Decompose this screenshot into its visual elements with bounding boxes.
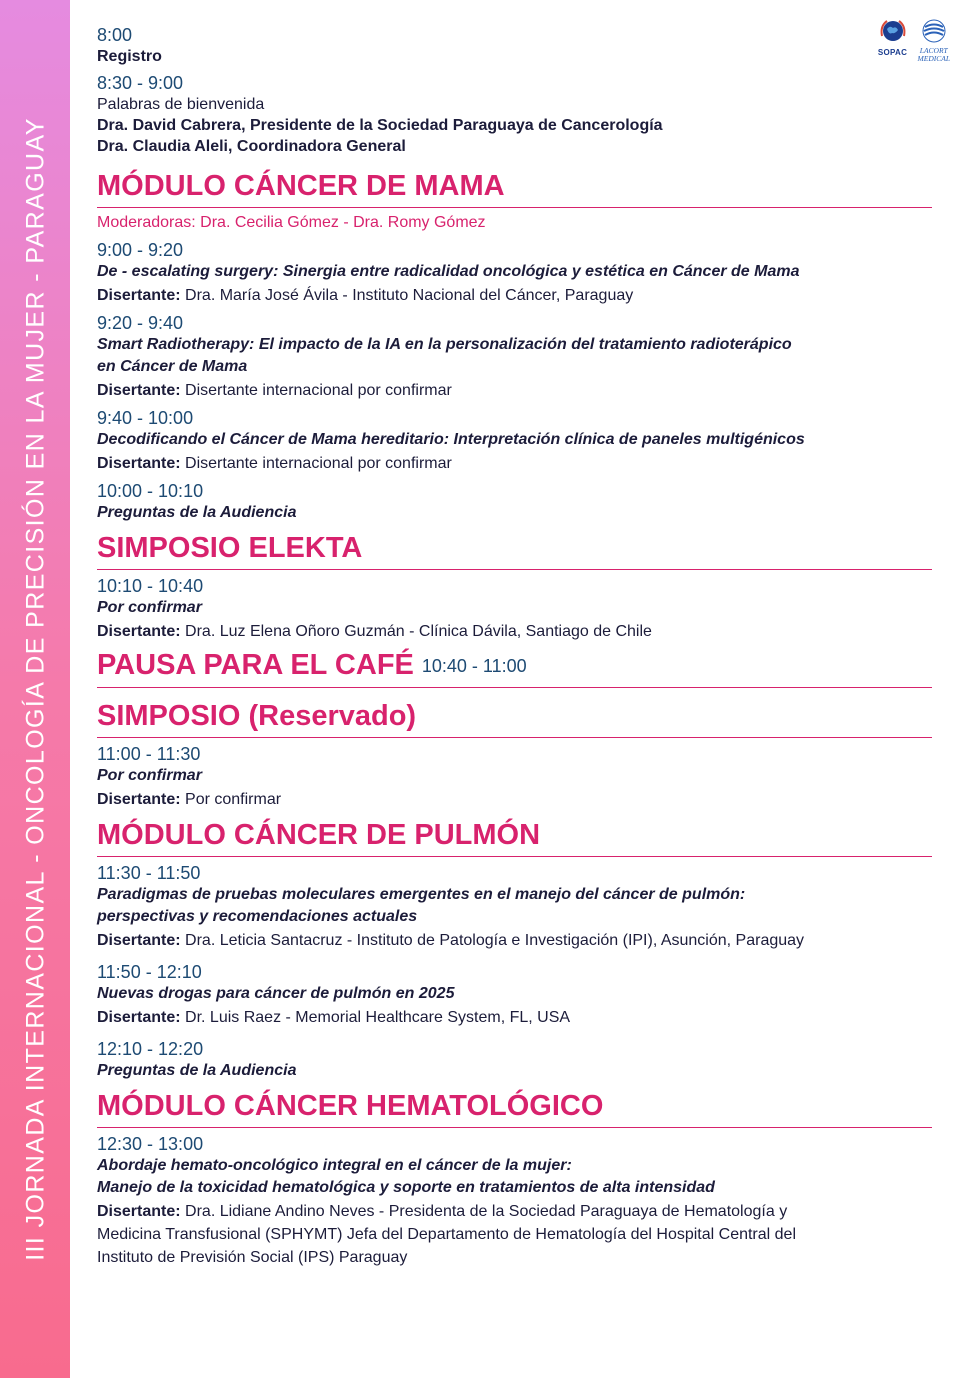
speaker-label: Disertante:	[97, 287, 181, 304]
session-time: 9:20 - 9:40	[97, 313, 184, 333]
talk-title: Paradigmas de pruebas moleculares emergentes en el manejo del cáncer de pulmón: perspectivas y recomendaciones actuales	[97, 886, 746, 925]
module-heading-pausa	[97, 647, 932, 688]
talk-title: Smart Radiotherapy: El impacto de la IA en la personalización del tratamiento radioterápico en Cáncer de Mama	[97, 336, 792, 375]
event-title-vertical: III JORNADA INTERNACIONAL - ONCOLOGÍA DE PRECISIÓN EN LA MUJER - PARAGUAY	[21, 117, 50, 1261]
session-time: 9:40 - 10:00	[97, 408, 194, 428]
moderators-line: Moderadoras: Dra. Cecilia Gómez - Dra. Romy Gómez	[97, 214, 486, 231]
talk-title: Preguntas de la Audiencia	[97, 504, 297, 521]
session-time: 11:00 - 11:30	[97, 744, 201, 764]
module-heading-mama: MÓDULO CÁNCER DE MAMA	[97, 168, 932, 208]
talk-title: Por confirmar	[97, 599, 202, 616]
speaker-line	[97, 1006, 932, 1029]
speaker-line	[97, 929, 932, 952]
speaker-name: Disertante internacional por confirmar	[185, 455, 452, 472]
talk-title: De - escalating surgery: Sinergia entre radicalidad oncológica y estética en Cáncer de Mama	[97, 263, 800, 280]
speaker-line	[97, 452, 932, 475]
lacort-logo-text: LACORT MEDICAL	[917, 46, 950, 63]
welcome-speaker-2: Dra. Claudia Aleli, Coordinadora General	[97, 138, 406, 155]
speaker-line: Disertante: Dra. Lidiane Andino Neves - Presidenta de la Sociedad Paraguaya de Hematología y Medicina Transfusional (SPHYMT) Jefa del Departamento de Hematología del Hospital Central del Instituto de Previsión Social (IPS) Paraguay	[97, 1203, 797, 1266]
opening-time-1: 8:00	[97, 25, 133, 45]
session-time: 10:00 - 10:10	[97, 481, 204, 501]
module-heading-pulmon: MÓDULO CÁNCER DE PULMÓN	[97, 817, 932, 857]
speaker-name: Dra. María José Ávila - Instituto Nacional del Cáncer, Paraguay	[185, 287, 634, 304]
talk-title: Preguntas de la Audiencia	[97, 1062, 297, 1079]
speaker-label: Disertante:	[97, 623, 181, 640]
session-time: 10:10 - 10:40	[97, 576, 204, 596]
speaker-label: Disertante:	[97, 1009, 181, 1026]
speaker-name: Dr. Luis Raez - Memorial Healthcare System, FL, USA	[185, 1009, 571, 1026]
registro-label: Registro	[97, 48, 162, 65]
speaker-line	[97, 379, 932, 402]
speaker-label: Disertante:	[97, 932, 181, 949]
side-band	[0, 0, 70, 1378]
speaker-label: Disertante:	[97, 1203, 181, 1220]
sopac-logo-text: SOPAC	[877, 48, 908, 57]
session-time: 12:10 - 12:20	[97, 1039, 204, 1059]
session-time: 11:30 - 11:50	[97, 863, 201, 883]
speaker-line	[97, 284, 932, 307]
session-time: 11:50 - 12:10	[97, 962, 202, 982]
talk-title: Decodificando el Cáncer de Mama hereditario: Interpretación clínica de paneles multigénicos	[97, 431, 805, 448]
talk-title: Nuevas drogas para cáncer de pulmón en 2025	[97, 985, 455, 1002]
opening-time-2: 8:30 - 9:00	[97, 73, 184, 93]
module-heading-hemato: MÓDULO CÁNCER HEMATOLÓGICO	[97, 1088, 932, 1128]
speaker-label: Disertante:	[97, 455, 181, 472]
module-heading-reservado: SIMPOSIO (Reservado)	[97, 698, 932, 738]
speaker-name: Disertante internacional por confirmar	[185, 382, 452, 399]
speaker-name: Dra. Luz Elena Oñoro Guzmán - Clínica Dávila, Santiago de Chile	[185, 623, 652, 640]
program-content	[97, 20, 932, 1269]
speaker-line	[97, 620, 932, 643]
speaker-name: Dra. Leticia Santacruz - Instituto de Patología e Investigación (IPI), Asunción, Paraguay	[185, 932, 805, 949]
pausa-title: PAUSA PARA EL CAFÉ	[97, 649, 414, 681]
speaker-label: Disertante:	[97, 791, 181, 808]
welcome-label: Palabras de bienvenida	[97, 96, 265, 113]
pausa-time: 10:40 - 11:00	[421, 656, 527, 676]
module-heading-elekta: SIMPOSIO ELEKTA	[97, 530, 932, 570]
speaker-label: Disertante:	[97, 382, 181, 399]
speaker-line	[97, 788, 932, 811]
talk-title: Abordaje hemato-oncológico integral en el cáncer de la mujer: Manejo de la toxicidad hematológica y soporte en tratamientos de alta intensidad	[97, 1157, 715, 1196]
speaker-name: Por confirmar	[185, 791, 282, 808]
talk-title: Por confirmar	[97, 767, 202, 784]
session-time: 9:00 - 9:20	[97, 240, 184, 260]
welcome-speaker-1: Dra. David Cabrera, Presidente de la Sociedad Paraguaya de Cancerología	[97, 117, 663, 134]
session-time: 12:30 - 13:00	[97, 1134, 204, 1154]
